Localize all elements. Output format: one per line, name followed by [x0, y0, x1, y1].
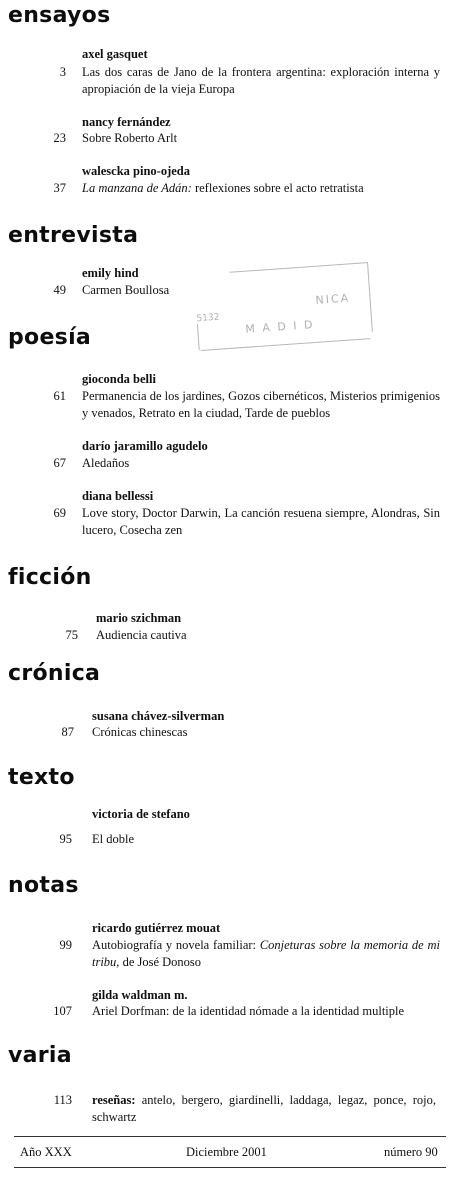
- section-heading: notas: [8, 873, 79, 898]
- entry-author: gilda waldman m.: [92, 988, 188, 1002]
- entry-title: Permanencia de los jardines, Gozos cibernéticos, Misterios primigenios y venados, Retrato en la ciudad, Tarde de pueblos: [82, 389, 440, 420]
- entry-title: Ariel Dorfman: de la identidad nómade a la identidad multiple: [92, 1004, 405, 1018]
- entry-page-number: 75: [65, 628, 78, 642]
- entry-title-rest: reflexiones sobre el acto retratista: [191, 181, 364, 195]
- section-entrevista: [8, 224, 453, 248]
- entry-title: Love story, Doctor Darwin, La canción resuena siempre, Alondras, Sin lucero, Cosecha zen: [82, 506, 440, 537]
- entry-author: nancy fernández: [82, 115, 171, 129]
- entry-title: Audiencia cautiva: [96, 628, 187, 642]
- section-heading: ficción: [8, 565, 92, 590]
- entry-title-rest: de José Donoso: [119, 954, 202, 969]
- section-texto: [8, 766, 453, 790]
- entry-page-number: 49: [53, 283, 66, 297]
- entry-author: darío jaramillo agudelo: [82, 439, 208, 453]
- entry-page-number: 99: [59, 938, 72, 952]
- section-heading: varia: [8, 1043, 72, 1068]
- entry-page-number: 107: [53, 1004, 72, 1018]
- entry-author: victoria de stefano: [92, 807, 190, 821]
- entry-title-italic: Conjeturas sobre la memoria de mi tribu,: [92, 938, 440, 969]
- section-poesia: [8, 326, 453, 350]
- entry-author: walescka pino-ojeda: [82, 164, 190, 178]
- footer-issue-number: número 90: [384, 1145, 438, 1159]
- section-heading: poesía: [8, 325, 92, 350]
- entry-title-rest: antelo, bergero, giardinelli, laddaga, legaz, ponce, rojo, schwartz: [92, 1093, 436, 1124]
- section-ficcion: [8, 566, 453, 590]
- entry-page-number: 61: [53, 389, 66, 403]
- stamp-text-bottom: M A D I D: [244, 318, 315, 336]
- entry-page-number: 3: [59, 65, 66, 79]
- entry-page-number: 37: [53, 181, 66, 195]
- entry-page-number: 23: [53, 131, 66, 145]
- footer-top-rule: [14, 1136, 446, 1137]
- stamp-border-right: [367, 262, 373, 332]
- stamp-text-top: NICA: [315, 291, 351, 307]
- entry-title: Las dos caras de Jano de la frontera argentina: exploración interna y apropiación de la vieja Europa: [82, 65, 440, 96]
- entry-author: emily hind: [82, 266, 139, 280]
- entry-author: gioconda belli: [82, 372, 156, 386]
- section-notas: [8, 874, 453, 898]
- entry-author: diana bellessi: [82, 489, 154, 503]
- entry-page-number: 87: [61, 725, 74, 739]
- section-cronica: [8, 662, 453, 686]
- section-heading: crónica: [8, 661, 101, 686]
- section-ensayos: [8, 4, 453, 28]
- entry-title: [82, 180, 440, 197]
- section-heading: entrevista: [8, 223, 139, 248]
- entry-page-number: 113: [53, 1093, 72, 1107]
- entry-author: axel gasquet: [82, 47, 148, 61]
- entry-title-italic: La manzana de Adán:: [82, 181, 192, 195]
- entry-author: mario szichman: [96, 611, 182, 625]
- entry-title: El doble: [92, 832, 135, 846]
- footer-date: Diciembre 2001: [186, 1145, 267, 1159]
- entry-title: Sobre Roberto Arlt: [82, 131, 178, 145]
- entry-title: Carmen Boullosa: [82, 283, 170, 297]
- entry-title-plain: Autobiografía y novela familiar:: [92, 938, 260, 952]
- stamp-text-number: 5132: [196, 312, 220, 325]
- stamp-border-top: [229, 262, 367, 273]
- entry-page-number: 69: [53, 506, 66, 520]
- footer-year: Año XXX: [20, 1145, 72, 1159]
- section-heading: ensayos: [8, 3, 111, 28]
- entry-page-number: 95: [59, 832, 72, 846]
- entry-title: [92, 937, 440, 970]
- entry-title-bold: reseñas:: [92, 1093, 136, 1107]
- entry-title: [92, 1092, 436, 1125]
- section-varia: [8, 1044, 453, 1068]
- entry-author: ricardo gutiérrez mouat: [92, 921, 221, 935]
- footer-bottom-rule: [14, 1167, 446, 1168]
- entry-author: susana chávez-silverman: [92, 709, 225, 723]
- entry-title: Aledaños: [82, 456, 130, 470]
- section-heading: texto: [8, 765, 75, 790]
- entry-title: Crónicas chinescas: [92, 725, 188, 739]
- entry-page-number: 67: [53, 456, 66, 470]
